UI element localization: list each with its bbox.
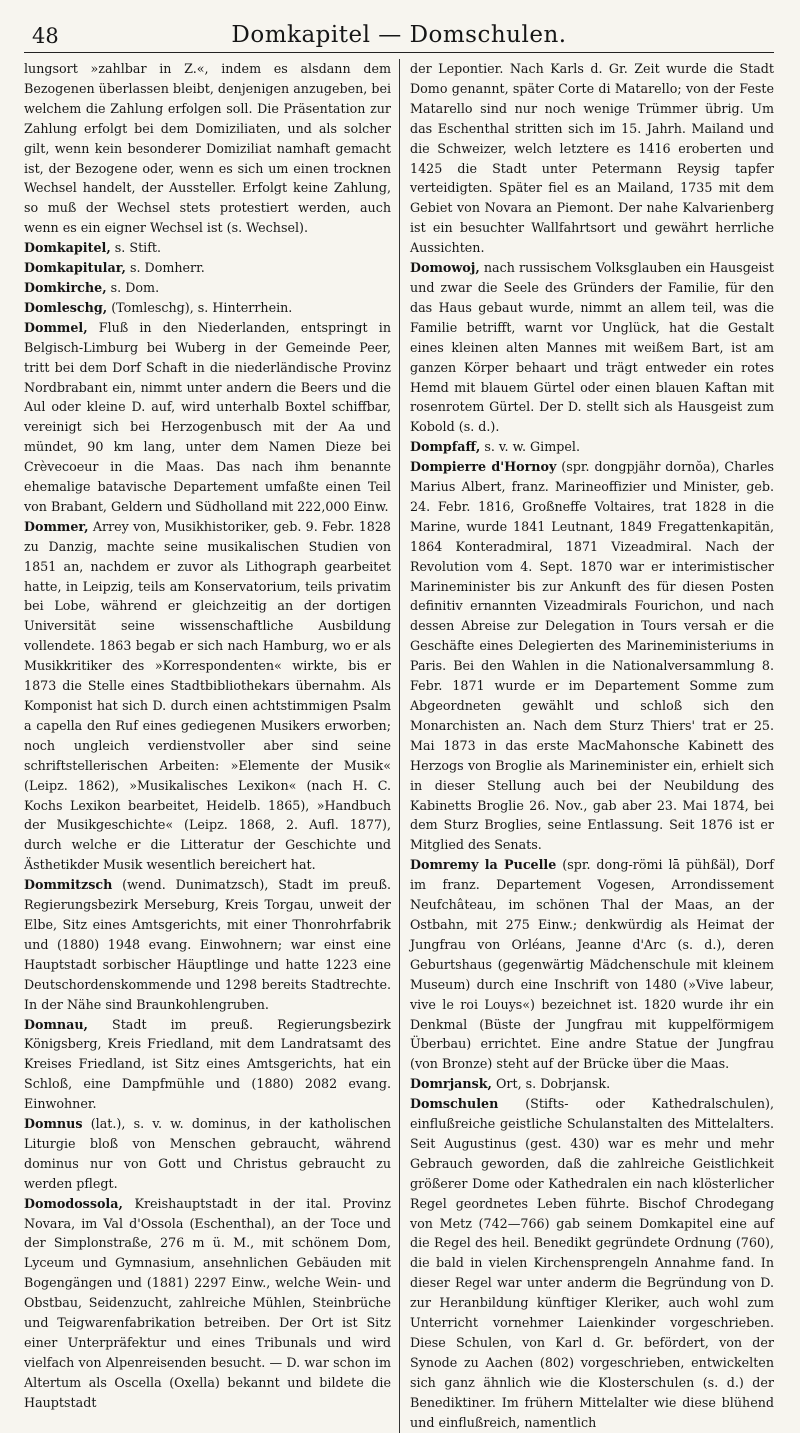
entry-headword: Dompierre d'Hornoy [410,459,557,475]
page-number: 48 [32,24,59,48]
entry-text: s. Stift. [110,240,162,256]
running-head: Domkapitel — Domschulen. [231,22,567,48]
entry-headword: Domleschg, [24,299,108,315]
dictionary-entry [410,1094,774,1432]
entry-headword: Domowoj, [410,260,480,276]
dictionary-entry [24,238,391,258]
dictionary-entry [410,437,774,457]
entry-text: Ort, s. Dobrjansk. [491,1076,611,1092]
entry-text: Fluß in den Niederlanden, entspringt in Belgisch-Limburg bei Wuberg in der Gemeinde Peer, tritt bei dem Dorf Schaft in die niederländische Provinz Nordbrabant ein, nimmt unter andern die Beers und die Aul oder kleine D. auf, wird unterhalb Boxtel schiffbar, vereinigt sich bei Herzogenbusch mit der Aa und mündet, 90 km lang, unter dem Namen Dieze bei Crèvecoeur in die Maas. Das nach ihm benannte ehemalige batavische Departement umfaßte einen Teil von Brabant, Geldern und Südholland mit 222,000 Einw. [24,319,391,514]
dictionary-entry [24,1114,391,1194]
entry-headword: Dommel, [24,319,88,335]
entry-headword: Domkapitel, [24,240,111,256]
right-column [399,59,774,1433]
entry-headword: Domschulen [410,1096,499,1112]
entry-text: (spr. dongpjähr dornŏa), Charles Marius Albert, franz. Marineoffizier und Minister, geb. 24. Febr. 1816, Großneffe Voltaires, trat 1828 in die Marine, wurde 1841 Leutnant, 1849 Fregattenkapitän, 1864 Konteradmiral, 1871 Vizeadmiral. Nach der Revolution vom 4. Sept. 1870 war er interimistischer Marineminister bis zur Ankunft des für diesen Posten definitiv ernannten Vizeadmirals Fourichon, und nach dessen Abreise zur Delegation in Tours versah er die Geschäfte eines Delegierten des Marineministeriums in Paris. Bei den Wahlen in die Nationalversammlung 8. Febr. 1871 wurde er im Departement Somme zum Abgeordneten gewählt und schloß sich den Monarchisten an. Nach dem Sturz Thiers' trat er 25. Mai 1873 in das erste MacMahonsche Kabinett des Herzogs von Broglie als Marineminister ein, erhielt sich in dieser Stellung auch bei der Neubildung des Kabinetts Broglie 26. Nov., gab aber 23. Mai 1874, bei dem Sturz Broglies, seine Entlassung. Seit 1876 ist er Mitglied des Senats. [410,459,774,853]
entry-headword: Domodossola, [24,1195,123,1211]
entry-text: nach russischem Volksglauben ein Hausgeist und zwar die Seele des Gründers der Familie, für den das Haus gebaut wurde, nimmt an allem teil, was die Familie betrifft, warnt vor Unglück, hat die Gestalt eines kleinen alten Mannes mit weißem Bart, ist am ganzen Körper behaart und trägt entweder ein rotes Hemd mit blauem Gürtel oder einen blauen Kaftan mit rosenrotem Gürtel. Der D. stellt sich als Hausgeist zum Kobold (s. d.). [410,260,774,435]
entry-headword: Dompfaff, [410,439,481,455]
entry-text: (Stifts- oder Kathedralschulen), einflußreiche geistliche Schulanstalten des Mittelalters. Seit Augustinus (gest. 430) war es mehr und mehr Gebrauch geworden, daß die zahlreiche Geistlichkeit größerer Dome oder Kathedralen ein nach klösterlicher Regel geordnetes Leben führte. Bischof Chrodegang von Metz (742—766) gab seinem Domkapitel eine auf die Regel des heil. Benedikt gegründete Ordnung (760), die bald in vielen Kirchensprengeln Annahme fand. In dieser Regel war unter anderm die Begründung von D. zur Heranbildung künftiger Kleriker, auch wohl zum Unterricht vornehmer Laienkinder vorgeschrieben. Diese Schulen, von Karl d. Gr. befördert, von der Synode zu Aachen (802) vorgeschrieben, entwickelten sich ganz ähnlich wie die Klosterschulen (s. d.) der Benediktiner. Im frühern Mittelalter wie diese blühend und einflußreich, namentlich [410,1096,774,1430]
entry-headword: Dommer, [24,518,89,534]
dictionary-entry [24,517,391,875]
entry-text: (lat.), s. v. w. dominus, in der katholischen Liturgie bloß von Menschen gebraucht, während dominus nur von Gott und Christus gebraucht zu werden pflegt. [24,1116,391,1191]
dictionary-entry [24,278,391,298]
entry-text: (Tomleschg), s. Hinterrhein. [107,299,293,315]
entry-text: s. Dom. [106,279,160,295]
entry-text: Kreishauptstadt in der ital. Provinz Novara, im Val d'Ossola (Eschenthal), an der Toce und der Simplonstraße, 276 m ü. M., mit schönem Dom, Lyceum und Gymnasium, ansehnlichen Gebäuden mit Bogengängen und (1881) 2297 Einw., welche Wein- und Obstbau, Seidenzucht, zahlreiche Mühlen, Steinbrüche und Teigwarenfabrikation betreiben. Der Ort ist Sitz einer Unterpräfektur und eines Tribunals und wird vielfach von Alpenreisenden besucht. — D. war schon im Altertum als Oscella (Oxella) bekannt und bildete die Hauptstadt [24,1195,391,1410]
entry-headword: Domkirche, [24,279,107,295]
text-columns [24,59,774,1433]
entry-headword: Domnus [24,1116,83,1132]
entry-text: Stadt im preuß. Regierungsbezirk Königsberg, Kreis Friedland, mit dem Landratsamt des Kreises Friedland, ist Sitz eines Amtsgerichts, hat ein Schloß, eine Dampfmühle und (1880) 2082 evang. Einwohner. [24,1016,391,1112]
entry-text: (wend. Dunimatzsch), Stadt im preuß. Regierungsbezirk Merseburg, Kreis Torgau, unweit der Elbe, Sitz eines Amtsgerichts, mit einer Thonrohrfabrik und (1880) 1948 evang. Einwohnern; war einst eine Hauptstadt sorbischer Häuptlinge und hatte 1223 eine Deutschordenskommende und 1298 bereits Stadtrechte. In der Nähe sind Braunkohlengruben. [24,877,391,1012]
entry-text: lungsort »zahlbar in Z.«, indem es alsdann dem Bezogenen überlassen bleibt, denjenigen anzugeben, bei welchem die Zahlung erfolgen soll. Die Präsentation zur Zahlung erfolgt bei dem Domiziliaten, und als solcher gilt, wenn kein besonderer Domiziliat namhaft gemacht ist, der Bezogene oder, wenn es sich um einen trocknen Wechsel handelt, der Aussteller. Erfolgt keine Zahlung, so muß der Wechsel stets protestiert werden, auch wenn es ein eigner Wechsel ist (s. Wechsel). [24,61,392,236]
entry-text: (spr. dong-römi lā pühßäl), Dorf im franz. Departement Vogesen, Arrondissement Neufchâteau, im schönen Thal der Maas, an der Ostbahn, mit 275 Einw.; denkwürdig als Heimat der Jungfrau von Orléans, Jeanne d'Arc (s. d.), deren Geburtshaus (gegenwärtig Mädchenschule mit kleinem Museum) durch eine Inschrift von 1480 (»Vive labeur, vive le roi Louys«) bezeichnet ist. 1820 wurde ihr ein Denkmal (Büste der Jungfrau mit kuppelförmigem Überbau) errichtet. Eine andre Statue der Jungfrau (von Bronze) steht auf der Brücke über die Maas. [410,857,775,1072]
dictionary-entry [24,258,391,278]
entry-text: Arrey von, Musikhistoriker, geb. 9. Febr. 1828 zu Danzig, machte seine musikalischen Studien von 1851 an, nachdem er zuvor als Lithograph gearbeitet hatte, in Leipzig, teils am Konservatorium, teils privatim bei Lobe, während er gleichzeitig an der dortigen Universität seine wissenschaftliche Ausbildung vollendete. 1863 begab er sich nach Hamburg, wo er als Musikkritiker des »Korrespondenten« wirkte, bis er 1873 die Stelle eines Stadtbibliothekars übernahm. Als Komponist hat sich D. durch einen achtstimmigen Psalm a capella den Ruf eines gediegenen Musikers erworben; noch ungleich verdienstvoller aber sind seine schriftstellerischen Arbeiten: »Elemente der Musik« (Leipz. 1862), »Musikalisches Lexikon« (nach H. C. Kochs Lexikon bearbeitet, Heidelb. 1865), »Handbuch der Musikgeschichte« (Leipz. 1868, 2. Aufl. 1877), durch welche er die Litteratur der Geschichte und Ästhetikder Musik wesentlich bereichert hat. [24,518,391,873]
dictionary-entry [24,318,391,517]
dictionary-entry [24,59,391,238]
entry-text: s. Domherr. [125,260,205,276]
entry-headword: Domrjansk, [410,1076,492,1092]
entry-headword: Domremy la Pucelle [410,857,557,873]
dictionary-entry [410,457,774,855]
entry-text: der Lepontier. Nach Karls d. Gr. Zeit wurde die Stadt Domo genannt, später Corte di Matarello; von der Feste Matarello sind nur noch wenige Trümmer übrig. Um das Eschenthal stritten sich im 15. Jahrh. Mailand und die Schweizer, welch letztere es 1416 eroberten und 1425 die Stadt unter Petermann Reysig tapfer verteidigten. Später fiel es an Mailand, 1735 mit dem Gebiet von Novara an Piemont. Der nahe Kalvarienberg ist ein besuchter Wallfahrtsort und gewährt herrliche Aussichten. [410,61,774,256]
dictionary-entry [24,298,391,318]
entry-headword: Domnau, [24,1016,88,1032]
dictionary-entry [410,855,774,1074]
dictionary-entry [410,59,774,258]
dictionary-entry [24,1194,391,1413]
dictionary-entry [24,1015,391,1115]
entry-headword: Dommitzsch [24,877,113,893]
left-column [24,59,399,1433]
dictionary-entry [410,1074,774,1094]
entry-headword: Domkapitular, [24,260,126,276]
dictionary-entry [24,875,391,1014]
page-header [24,18,774,53]
dictionary-entry [410,258,774,437]
entry-text: s. v. w. Gimpel. [480,439,580,455]
